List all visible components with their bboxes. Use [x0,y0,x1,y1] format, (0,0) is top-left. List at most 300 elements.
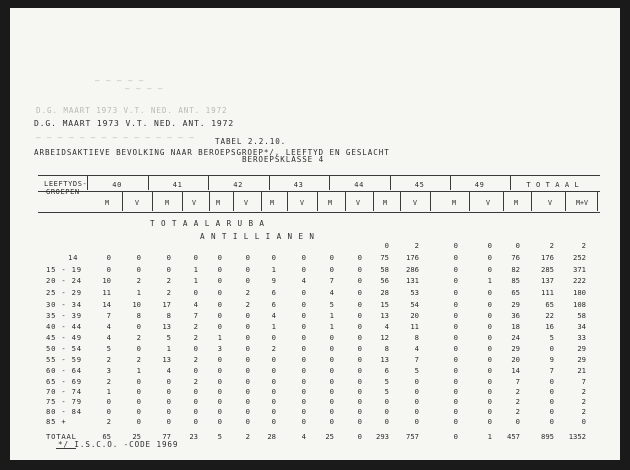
table-cell: 0 [453,311,458,320]
table-cell: 2 [136,333,141,342]
table-cell: 5 [217,432,222,441]
table-cell: 0 [217,377,222,386]
table-cell: 18 [511,322,520,331]
sex-subheader: V [192,199,196,207]
table-number: TABEL 2.2.10. [215,137,287,146]
table-cell: 0 [301,355,306,364]
sex-subheader: M [328,199,332,207]
table-cell: 0 [136,322,141,331]
table-cell: 7 [581,377,586,386]
table-cell: 0 [453,355,458,364]
table-cell: 2 [193,322,198,331]
table-cell: 0 [549,417,554,426]
table-cell: 2 [166,288,171,297]
faint-line-2: — — — — [125,84,164,93]
sex-subheader: M [383,199,387,207]
table-cell: 0 [217,300,222,309]
table-cell: 0 [301,417,306,426]
table-cell: 0 [357,276,362,285]
sex-subheader: M [105,199,109,207]
table-cell: 0 [301,265,306,274]
table-cell: 0 [245,311,250,320]
table-cell: 24 [511,333,520,342]
table-cell: 8 [136,311,141,320]
table-cell: 0 [357,432,362,441]
table-cell: 0 [301,322,306,331]
table-top-rule [38,175,600,176]
sex-subheader: V [135,199,139,207]
table-cell: 0 [245,387,250,396]
table-cell: 0 [453,377,458,386]
table-cell: 0 [357,322,362,331]
table-cell: 180 [573,288,586,297]
age-group-label: 80 - 84 [46,407,82,416]
sex-subheader: V [413,199,417,207]
table-cell: 0 [414,417,419,426]
table-cell: 0 [357,397,362,406]
table-cell: 0 [357,265,362,274]
sex-subheader: V [244,199,248,207]
column-tick [469,192,470,211]
table-cell: 0 [217,397,222,406]
group-header: 45 [414,181,425,189]
table-cell: 2 [136,276,141,285]
sex-subheader: M [216,199,220,207]
table-cell: 0 [329,355,334,364]
table-cell: 895 [541,432,554,441]
table-cell: 29 [577,355,586,364]
section-title-antillianen: A N T I L L I A N E N [200,232,315,241]
table-cell: 1 [217,333,222,342]
table-cell: 0 [193,253,198,262]
table-cell: 0 [217,288,222,297]
table-cell: 0 [453,397,458,406]
table-cell: 1 [166,344,171,353]
table-cell: 2 [581,241,586,250]
section-title-aruba: T O T A A L A R U B A [150,219,265,228]
table-cell: 4 [301,432,306,441]
table-cell: 4 [193,300,198,309]
table-cell: 0 [357,344,362,353]
table-cell: 1 [136,366,141,375]
table-cell: 56 [380,276,389,285]
table-cell: 10 [132,300,141,309]
table-subtitle: BEROEPSKLASSE 4 [242,155,325,164]
table-cell: 0 [487,387,492,396]
table-cell: 0 [301,333,306,342]
table-cell: 0 [329,344,334,353]
table-cell: 0 [136,407,141,416]
table-cell: 1 [193,276,198,285]
table-cell: 0 [453,300,458,309]
table-cell: 33 [577,333,586,342]
table-cell: 0 [106,407,111,416]
table-cell: 0 [271,366,276,375]
sex-subheader: V [300,199,304,207]
table-cell: 5 [414,366,419,375]
table-cell: 0 [106,253,111,262]
table-cell: 0 [329,417,334,426]
table-cell: 0 [357,407,362,416]
column-tick [430,192,431,211]
table-cell: 0 [271,377,276,386]
table-cell: 0 [217,276,222,285]
table-cell: 7 [515,377,520,386]
table-cell: 2 [193,355,198,364]
table-cell: 285 [541,265,554,274]
table-cell: 0 [357,300,362,309]
table-cell: 0 [166,377,171,386]
table-cell: 0 [453,265,458,274]
table-cell: 2 [581,387,586,396]
table-cell: 14 [102,300,111,309]
table-cell: 6 [271,288,276,297]
table-cell: 0 [453,417,458,426]
table-cell: 5 [166,333,171,342]
table-cell: 0 [166,397,171,406]
age-group-label: 25 - 29 [46,288,82,297]
group-divider [269,176,270,190]
group-header: 43 [293,181,304,189]
table-cell: 0 [487,377,492,386]
group-divider [148,176,149,190]
table-cell: 6 [384,366,389,375]
table-cell: 0 [414,377,419,386]
group-header: 40 [112,181,122,189]
table-cell: 0 [487,417,492,426]
group-header: 44 [354,181,364,189]
group-divider [450,176,451,190]
table-cell: 16 [545,322,554,331]
table-cell: 9 [271,276,276,285]
table-cell: 0 [357,253,362,262]
age-group-label: 45 - 49 [46,333,82,342]
table-cell: 0 [453,366,458,375]
column-tick [531,192,532,211]
table-cell: 1 [329,311,334,320]
table-cell: 0 [549,344,554,353]
table-cell: 2 [515,387,520,396]
table-cell: 176 [541,253,554,262]
footnote: */ I.S.C.O. -CODE 1969 [58,440,179,449]
table-cell: 0 [245,407,250,416]
table-cell: 0 [217,387,222,396]
table-cell: 0 [271,333,276,342]
table-cell: 4 [166,366,171,375]
table-cell: 34 [577,322,586,331]
table-cell: 0 [329,397,334,406]
table-cell: 0 [217,311,222,320]
table-cell: 0 [193,366,198,375]
column-tick [152,192,153,211]
table-cell: 0 [453,241,458,250]
table-cell: 0 [136,397,141,406]
age-group-label: TOTAAL [46,432,77,441]
table-cell: 0 [245,333,250,342]
table-cell: 0 [357,311,362,320]
table-cell: 0 [301,366,306,375]
table-cell: 5 [106,344,111,353]
table-cell: 4 [384,322,389,331]
table-cell: 0 [193,397,198,406]
table-cell: 0 [384,417,389,426]
table-cell: 0 [515,417,520,426]
group-header: 42 [233,181,243,189]
table-cell: 0 [245,377,250,386]
age-group-label: 55 - 59 [46,355,82,364]
table-cell: 2 [166,276,171,285]
column-tick [597,192,598,211]
table-cell: 2 [549,241,554,250]
table-cell: 28 [380,288,389,297]
table-cell: 0 [301,344,306,353]
table-cell: 2 [245,288,250,297]
table-cell: 0 [301,300,306,309]
table-cell: 286 [406,265,419,274]
table-cell: 12 [380,333,389,342]
table-cell: 0 [549,397,554,406]
table-cell: 4 [414,344,419,353]
table-cell: 0 [217,407,222,416]
table-cell: 457 [507,432,520,441]
table-cell: 8 [384,344,389,353]
table-cell: 14 [511,366,520,375]
table-cell: 10 [102,276,111,285]
table-cell: 25 [325,432,334,441]
table-cell: 0 [357,417,362,426]
table-cell: 22 [545,311,554,320]
table-cell: 0 [136,387,141,396]
age-group-label: 60 - 64 [46,366,82,375]
table-cell: 54 [410,300,419,309]
sex-subheader: M [165,199,169,207]
table-cell: 0 [193,387,198,396]
table-cell: 17 [162,300,171,309]
table-cell: 0 [453,253,458,262]
table-cell: 2 [581,397,586,406]
table-cell: 58 [380,265,389,274]
table-cell: 0 [453,276,458,285]
table-cell: 5 [329,300,334,309]
age-group-label: 85 + [46,417,67,426]
table-cell: 0 [357,366,362,375]
age-header-line-1: LEEFTYDS- [44,180,88,188]
table-cell: 0 [487,366,492,375]
table-cell: 7 [549,366,554,375]
table-cell: 21 [577,366,586,375]
table-cell: 0 [301,288,306,297]
sex-subheader: V [356,199,360,207]
table-cell: 4 [301,276,306,285]
table-cell: 58 [577,311,586,320]
table-cell: 2 [136,355,141,364]
table-cell: 131 [406,276,419,285]
age-group-label: 50 - 54 [46,344,82,353]
table-cell: 2 [106,417,111,426]
document-page [10,8,620,460]
table-cell: 0 [453,387,458,396]
table-cell: 29 [577,344,586,353]
table-cell: 0 [166,407,171,416]
table-cell: 2 [106,377,111,386]
table-cell: 8 [166,311,171,320]
table-cell: 293 [376,432,389,441]
sex-subheader: M+V [576,199,588,207]
table-cell: 0 [245,366,250,375]
table-cell: 0 [245,276,250,285]
table-cell: 0 [487,288,492,297]
table-cell: 222 [573,276,586,285]
table-cell: 0 [136,253,141,262]
table-cell: 0 [245,322,250,331]
table-cell: 0 [549,407,554,416]
table-cell: 371 [573,265,586,274]
source-line: D.G. MAART 1973 V.T. NED. ANT. 1972 [34,119,235,128]
group-divider [329,176,330,190]
table-cell: 0 [166,253,171,262]
group-divider [87,176,88,190]
table-cell: 0 [357,387,362,396]
table-cell: 75 [380,253,389,262]
table-cell: 0 [245,417,250,426]
table-cell: 0 [487,407,492,416]
table-cell: 0 [487,322,492,331]
table-cell: 0 [515,241,520,250]
table-cell: 7 [329,276,334,285]
table-cell: 1 [487,432,492,441]
table-cell: 0 [384,407,389,416]
table-cell: 0 [193,288,198,297]
table-cell: 0 [487,333,492,342]
table-cell: 1 [487,276,492,285]
age-group-label: 35 - 39 [46,311,82,320]
footnote-underline [56,448,76,449]
table-cell: 0 [217,366,222,375]
table-cell: 65 [511,288,520,297]
table-cell: 13 [162,355,171,364]
group-divider [390,176,391,190]
table-cell: 0 [245,344,250,353]
table-cell: 137 [541,276,554,285]
age-header-line-2: GROEPEN [46,188,80,196]
table-cell: 0 [357,377,362,386]
table-cell: 23 [189,432,198,441]
sex-subheader: V [486,199,490,207]
age-group-label: 65 - 69 [46,377,82,386]
table-cell: 0 [329,366,334,375]
table-cell: 0 [301,377,306,386]
table-cell: 20 [511,355,520,364]
table-cell: 0 [329,333,334,342]
table-cell: 7 [414,355,419,364]
age-group-label: 70 - 74 [46,387,82,396]
table-cell: 0 [193,407,198,416]
table-cell: 0 [245,265,250,274]
table-cell: 0 [487,311,492,320]
table-cell: 0 [245,355,250,364]
table-cell: 0 [453,407,458,416]
table-cell: 85 [511,276,520,285]
table-cell: 2 [414,241,419,250]
table-cell: 0 [453,288,458,297]
table-cell: 1 [193,265,198,274]
table-cell: 65 [545,300,554,309]
table-cell: 111 [541,288,554,297]
table-cell: 11 [410,322,419,331]
table-header-rule [38,212,600,213]
table-cell: 0 [301,407,306,416]
table-cell: 108 [573,300,586,309]
sex-subheader: M [514,199,518,207]
table-cell: 0 [329,407,334,416]
table-cell: 0 [245,253,250,262]
table-cell: 0 [453,432,458,441]
table-cell: 0 [217,265,222,274]
table-cell: 0 [245,397,250,406]
table-cell: 2 [193,333,198,342]
sex-subheader: M [452,199,456,207]
table-cell: 6 [271,300,276,309]
table-cell: 0 [166,387,171,396]
table-cell: 0 [487,265,492,274]
table-cell: 0 [549,377,554,386]
table-cell: 0 [487,300,492,309]
table-cell: 0 [329,377,334,386]
table-cell: 15 [380,300,389,309]
table-cell: 1 [271,322,276,331]
age-group-label: 40 - 44 [46,322,82,331]
column-tick [400,192,401,211]
table-cell: 757 [406,432,419,441]
table-cell: 3 [217,344,222,353]
table-cell: 0 [384,241,389,250]
table-cell: 0 [329,387,334,396]
table-cell: 1 [136,288,141,297]
table-cell: 8 [414,333,419,342]
group-header: 41 [172,181,183,189]
group-header: 49 [474,181,485,189]
group-divider [510,176,511,190]
table-cell: 0 [414,397,419,406]
table-cell: 29 [511,300,520,309]
table-cell: 36 [511,311,520,320]
table-cell: 65 [102,432,111,441]
table-cell: 0 [414,407,419,416]
table-cell: 1 [271,265,276,274]
table-cell: 0 [166,417,171,426]
table-cell: 0 [136,265,141,274]
table-cell: 176 [406,253,419,262]
table-cell: 0 [301,253,306,262]
table-cell: 7 [106,311,111,320]
table-cell: 25 [132,432,141,441]
table-cell: 0 [487,344,492,353]
table-cell: 0 [581,417,586,426]
table-cell: 0 [271,355,276,364]
age-group-label: 20 - 24 [46,276,82,285]
sex-subheader: M [270,199,274,207]
age-group-label: 14 [68,253,79,262]
table-cell: 2 [245,300,250,309]
table-cell: 0 [271,397,276,406]
age-group-label: 15 - 19 [46,265,82,274]
faint-line-3: D.G. MAART 1973 V.T. NED. ANT. 1972 [36,106,228,115]
table-cell: 29 [511,344,520,353]
table-cell: 1 [106,387,111,396]
table-cell: 0 [487,355,492,364]
table-cell: 0 [271,417,276,426]
table-cell: 2 [515,397,520,406]
